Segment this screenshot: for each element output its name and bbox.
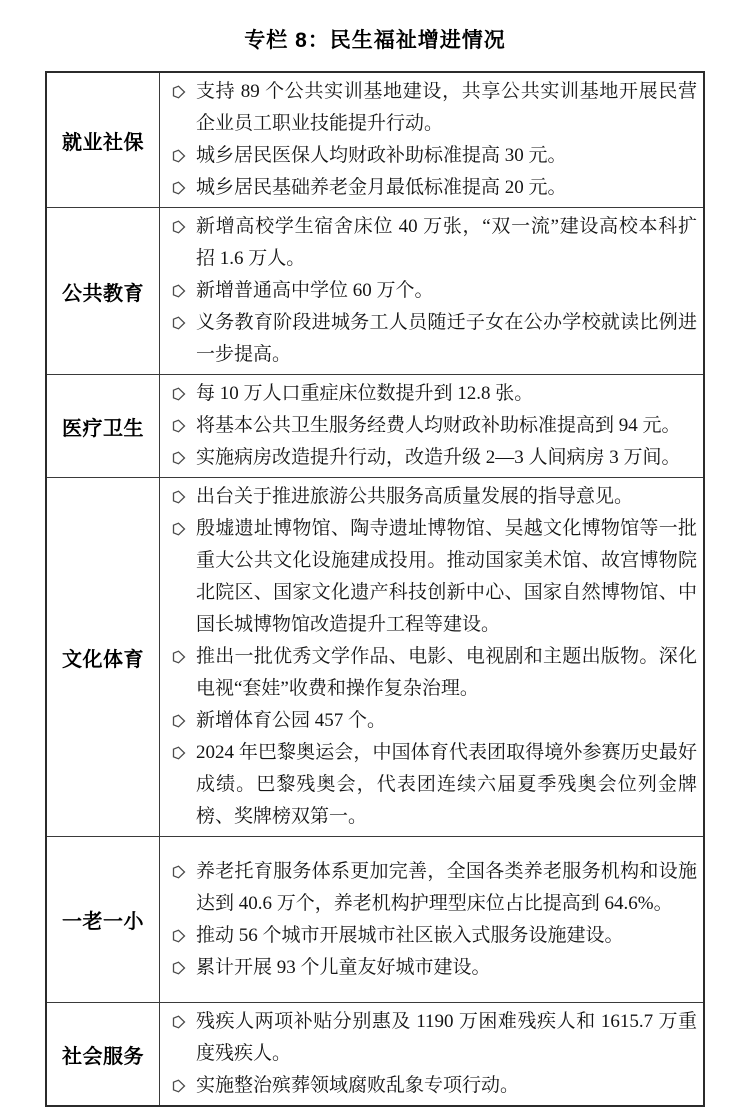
category-label: 文化体育 xyxy=(46,478,160,837)
list-item xyxy=(170,513,697,641)
pentagon-arrow-bullet-icon xyxy=(172,650,186,664)
list-item xyxy=(170,378,697,410)
row-items-cell xyxy=(160,375,705,478)
item-text: 城乡居民医保人均财政补助标准提高 30 元。 xyxy=(196,145,567,166)
pentagon-arrow-bullet-icon xyxy=(172,522,186,536)
pentagon-arrow-bullet-icon xyxy=(172,316,186,330)
item-text: 推动 56 个城市开展城市社区嵌入式服务设施建设。 xyxy=(196,924,624,946)
item-text: 出台关于推进旅游公共服务高质量发展的指导意见。 xyxy=(196,486,634,507)
list-item xyxy=(170,307,697,371)
item-text: 新增高校学生宿舍床位 40 万张，“双一流”建设高校本科扩招 1.6 万人。 xyxy=(196,216,697,269)
category-label: 一老一小 xyxy=(46,837,160,1003)
pentagon-arrow-bullet-icon xyxy=(172,284,186,298)
list-item xyxy=(170,920,697,952)
list-item xyxy=(170,1070,697,1102)
list-item xyxy=(170,1006,697,1070)
list-item xyxy=(170,211,697,275)
list-item xyxy=(170,76,697,140)
category-label: 社会服务 xyxy=(46,1003,160,1107)
row-items-cell xyxy=(160,72,705,208)
pentagon-arrow-bullet-icon xyxy=(172,490,186,504)
list-item xyxy=(170,410,697,442)
item-text: 新增普通高中学位 60 万个。 xyxy=(196,280,434,301)
list-item xyxy=(170,705,697,737)
pentagon-arrow-bullet-icon xyxy=(172,961,186,975)
table-body xyxy=(46,72,704,1106)
list-item xyxy=(170,275,697,307)
item-text: 养老托育服务体系更加完善，全国各类养老服务机构和设施达到 40.6 万个，养老机构护理型床位占比提高到 64.6%。 xyxy=(196,860,697,914)
page-title: 专栏 8：民生福祉增进情况 xyxy=(244,29,506,52)
category-label: 就业社保 xyxy=(46,72,160,208)
list-item xyxy=(170,442,697,474)
row-items-cell xyxy=(160,208,705,375)
list-item xyxy=(170,737,697,833)
pentagon-arrow-bullet-icon xyxy=(172,714,186,728)
pentagon-arrow-bullet-icon xyxy=(172,149,186,163)
item-text: 2024 年巴黎奥运会，中国体育代表团取得境外参赛历史最好成绩。巴黎残奥会，代表团连续六届夏季残奥会位列金牌榜、奖牌榜双第一。 xyxy=(196,742,697,827)
list-item xyxy=(170,140,697,172)
pentagon-arrow-bullet-icon xyxy=(172,929,186,943)
row-items-cell xyxy=(160,478,705,837)
welfare-table xyxy=(45,71,705,1107)
item-text: 残疾人两项补贴分别惠及 1190 万困难残疾人和 1615.7 万重度残疾人。 xyxy=(196,1011,697,1064)
row-items-cell xyxy=(160,837,705,1003)
category-label: 公共教育 xyxy=(46,208,160,375)
pentagon-arrow-bullet-icon xyxy=(172,181,186,195)
item-text: 实施病房改造提升行动，改造升级 2—3 人间病房 3 万间。 xyxy=(196,447,681,468)
pentagon-arrow-bullet-icon xyxy=(172,1015,186,1029)
item-text: 实施整治殡葬领域腐败乱象专项行动。 xyxy=(196,1075,520,1096)
table-row xyxy=(46,837,704,1003)
table-row xyxy=(46,478,704,837)
item-text: 殷墟遗址博物馆、陶寺遗址博物馆、吴越文化博物馆等一批重大公共文化设施建成投用。推动国家美术馆、故宫博物院北院区、国家文化遗产科技创新中心、国家自然博物馆、中国长城博物馆改造提升工程等建设。 xyxy=(196,518,697,635)
pentagon-arrow-bullet-icon xyxy=(172,85,186,99)
item-text: 义务教育阶段进城务工人员随迁子女在公办学校就读比例进一步提高。 xyxy=(196,312,697,365)
list-item xyxy=(170,641,697,705)
category-label: 医疗卫生 xyxy=(46,375,160,478)
table-row xyxy=(46,375,704,478)
table-row xyxy=(46,72,704,208)
item-text: 推出一批优秀文学作品、电影、电视剧和主题出版物。深化电视“套娃”收费和操作复杂治理。 xyxy=(196,646,697,699)
pentagon-arrow-bullet-icon xyxy=(172,746,186,760)
list-item xyxy=(170,481,697,513)
list-item xyxy=(170,172,697,204)
item-text: 将基本公共卫生服务经费人均财政补助标准提高到 94 元。 xyxy=(196,415,681,436)
item-text: 累计开展 93 个儿童友好城市建设。 xyxy=(196,956,491,978)
pentagon-arrow-bullet-icon xyxy=(172,451,186,465)
pentagon-arrow-bullet-icon xyxy=(172,220,186,234)
list-item xyxy=(170,952,697,984)
item-text: 支持 89 个公共实训基地建设，共享公共实训基地开展民营企业员工职业技能提升行动。 xyxy=(196,81,697,134)
item-text: 城乡居民基础养老金月最低标准提高 20 元。 xyxy=(196,177,567,198)
row-items-cell xyxy=(160,1003,705,1107)
pentagon-arrow-bullet-icon xyxy=(172,1079,186,1093)
pentagon-arrow-bullet-icon xyxy=(172,387,186,401)
table-row xyxy=(46,208,704,375)
item-text: 新增体育公园 457 个。 xyxy=(196,710,387,731)
pentagon-arrow-bullet-icon xyxy=(172,865,186,879)
pentagon-arrow-bullet-icon xyxy=(172,419,186,433)
item-text: 每 10 万人口重症床位数提升到 12.8 张。 xyxy=(196,383,534,404)
table-row xyxy=(46,1003,704,1107)
list-item xyxy=(170,856,697,920)
